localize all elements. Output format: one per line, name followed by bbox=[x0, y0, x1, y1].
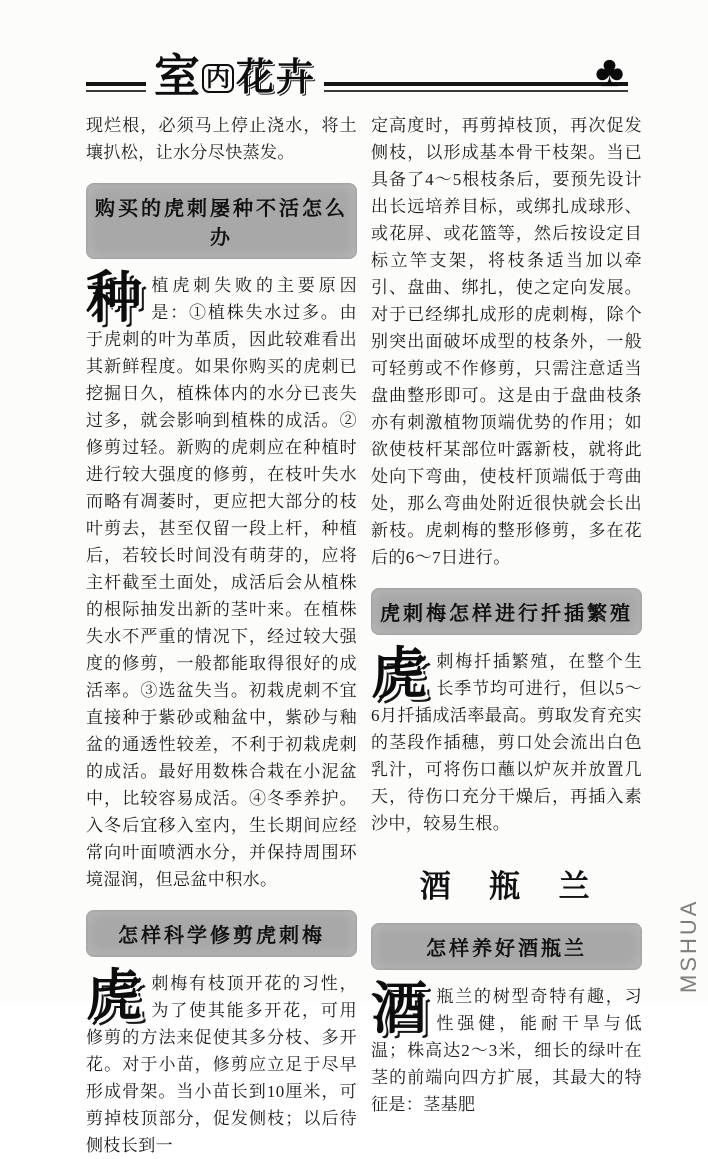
book-page bbox=[86, 40, 642, 1159]
vertical-watermark-mshua: MSHUA bbox=[676, 898, 701, 993]
page-header-title bbox=[146, 40, 324, 106]
chapter-title-ponytail-palm: 酒 瓶 兰 bbox=[419, 869, 594, 904]
section2-paragraph bbox=[86, 966, 357, 1159]
section4-paragraph bbox=[371, 979, 642, 1118]
continuation-paragraph: 定高度时，再剪掉枝顶，再次促发侧枝，以形成基本骨干枝架。当已具备了4～5根枝条后，要预先设计出长远培养目标，或绑扎成球形、或花屏、或花篮等，然后按设定目标立竿支架，将枝条适当加以牵引、盘曲、绑扎，使之定向发展。对于已经绑扎成形的虎刺梅，除个别突出面破坏成型的枝条外，一般可轻剪或不作修剪，只需注意适当盘曲整形即可。这是由于盘曲枝条亦有刺激植物顶端优势的作用；如欲使枝杆某部位叶露新枝，就将此处向下弯曲，使枝杆顶端低于弯曲处，那么弯曲处附近很快就会长出新枝。虎刺梅的整形修剪，多在花后的6～7日进行。 bbox=[371, 116, 642, 567]
header-title-char-shi: 室 bbox=[154, 51, 200, 102]
section3-paragraph bbox=[371, 644, 642, 837]
header-title-char-nei-boxed: 内 bbox=[202, 64, 234, 93]
dropcap-hu-1: 虎 bbox=[86, 966, 143, 1028]
header-title-huahui: 花卉 bbox=[236, 57, 317, 99]
dropcap-zhong: 种 bbox=[86, 268, 143, 330]
section-heading-care-bottle-orchid: 怎样养好酒瓶兰 bbox=[371, 923, 642, 970]
section-heading-cutting-propagation: 虎刺梅怎样进行扦插繁殖 bbox=[371, 588, 642, 635]
dropcap-hu-2: 虎 bbox=[371, 644, 428, 706]
section3-body-text: 刺梅扦插繁殖，在整个生长季节均可进行，但以5～6月扦插成活率最高。剪取发育充实的茎段作插穗，剪口处会流出白色乳汁，可将伤口蘸以炉灰并放置几天，待伤口充分干燥后，再插入素沙中，较易生根。 bbox=[371, 652, 642, 833]
two-column-layout bbox=[86, 112, 642, 1159]
section2-body-text: 刺梅有枝顶开花的习性，为了使其能多开花，可用修剪的方法来促使其多分枝、多开花。对于小苗，修剪应立足于尽早形成骨架。当小苗长到10厘米，可剪掉枝顶部分，促发侧枝；以后待侧枝长到一 bbox=[86, 974, 357, 1155]
section-heading-pruning: 怎样科学修剪虎刺梅 bbox=[86, 910, 357, 957]
page-header bbox=[86, 40, 642, 102]
section1-paragraph bbox=[86, 268, 357, 893]
section-heading-tiger-thorn-survival: 购买的虎刺屡种不活怎么办 bbox=[86, 183, 357, 259]
right-column bbox=[371, 112, 642, 1159]
section4-body-text: 瓶兰的树型奇特有趣，习性强健，能耐干旱与低温；株高达2～3米，细长的绿叶在茎的前端向四方扩展，其最大的特征是：茎基肥 bbox=[371, 987, 642, 1114]
intro-continuation-paragraph: 现烂根，必须马上停止浇水，将土壤扒松，让水分尽快蒸发。 bbox=[86, 116, 357, 162]
club-suit-icon: ♣ bbox=[595, 47, 624, 96]
left-column bbox=[86, 112, 357, 1159]
section1-body-text: 植虎刺失败的主要原因是：①植株失水过多。由于虎刺的叶为革质，因此较难看出其新鲜程度。如果你购买的虎刺已挖掘日久，植株体内的水分已丧失过多，就会影响到植株的成活。②修剪过轻。新购的虎刺应在种植时进行较大强度的修剪，在枝叶失水而略有凋萎时，更应把大部分的枝叶剪去，甚至仅留一段上杆，种植后，若较长时间没有萌芽的，应将主杆截至土面处，成活后会从植株的根际抽发出新的茎叶来。在植株失水不严重的情况下，经过较大强度的修剪，一般都能取得很好的成活率。③选盆失当。初栽虎刺不宜直接种于紫砂或釉盆中，紫砂与釉盆的通透性较差，不利于初栽虎刺的成活。最好用数株合栽在小泥盆中，比较容易成活。④冬季养护。入冬后宜移入室内，生长期间应经常向叶面喷洒水分，并保持周围环境湿润，但忌盆中积水。 bbox=[86, 276, 357, 889]
dropcap-jiu: 酒 bbox=[371, 979, 428, 1041]
